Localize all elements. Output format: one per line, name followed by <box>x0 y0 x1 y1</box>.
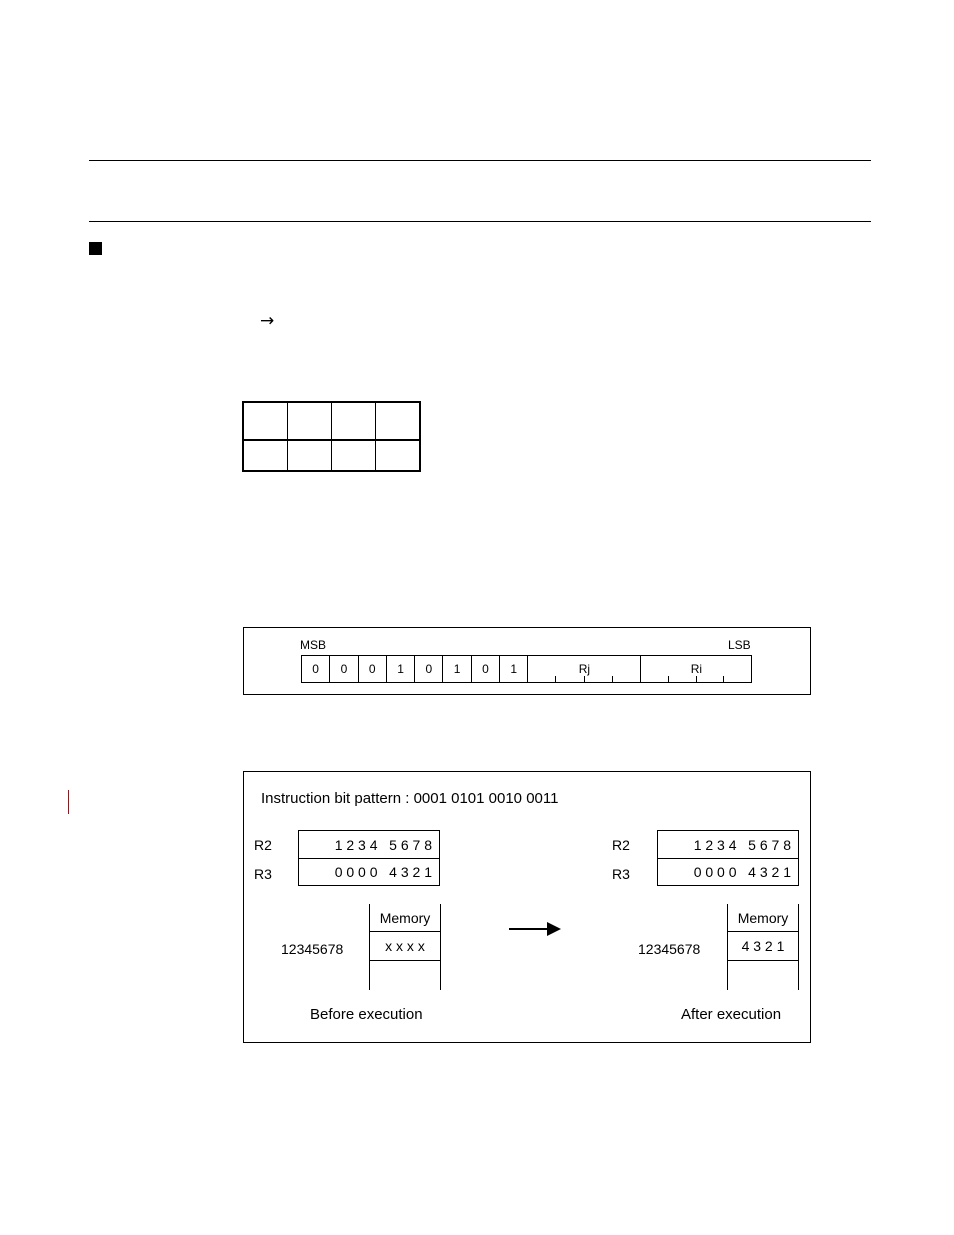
bit-tick <box>696 676 697 682</box>
before-memory-value: x x x x <box>370 932 440 961</box>
header-top-rule <box>89 160 871 161</box>
bit-cell: 1 <box>443 656 471 682</box>
bit-tick <box>723 676 724 682</box>
lsb-label: LSB <box>728 638 751 652</box>
msb-label: MSB <box>300 638 327 652</box>
cycle-table-header-cell <box>288 402 332 440</box>
before-r2-label: R2 <box>254 837 272 853</box>
after-address: 12345678 <box>638 941 701 957</box>
instruction-bit-pattern-text: Instruction bit pattern : 0001 0101 0010 0011 <box>261 790 559 807</box>
after-memory-header: Memory <box>728 904 798 932</box>
bit-tick <box>612 676 613 682</box>
cycle-table-header-cell <box>243 402 288 440</box>
before-memory-header: Memory <box>370 904 440 932</box>
bit-cell: 1 <box>500 656 528 682</box>
after-memory-value: 4 3 2 1 <box>728 932 798 961</box>
cycle-table-value-cell <box>288 440 332 471</box>
before-register-box <box>298 830 440 886</box>
after-r2-value: 1 2 3 4 5 6 7 8 <box>693 836 791 853</box>
cycle-table-header-cell <box>376 402 421 440</box>
before-r2-value: 1 2 3 4 5 6 7 8 <box>334 836 432 853</box>
revision-change-bar <box>68 790 69 814</box>
before-r3-label: R3 <box>254 866 272 882</box>
after-r2-label: R2 <box>612 837 630 853</box>
after-caption: After execution <box>681 1006 782 1023</box>
execution-example-figure <box>243 771 811 1043</box>
bit-cell: 0 <box>359 656 387 682</box>
after-register-box <box>657 830 799 886</box>
ri-field <box>641 656 751 682</box>
bit-tick <box>584 676 585 682</box>
bit-cell: 0 <box>472 656 500 682</box>
bit-tick <box>668 676 669 682</box>
bit-pattern-row <box>301 655 752 683</box>
bit-cell: 1 <box>387 656 415 682</box>
after-r3-label: R3 <box>612 866 630 882</box>
bit-tick <box>555 676 556 682</box>
operation-arrow: → <box>260 311 275 331</box>
cycle-table-value-cell <box>332 440 376 471</box>
bit-cell: 0 <box>415 656 443 682</box>
cycle-table-value-cell <box>243 440 288 471</box>
transition-arrow-icon <box>509 920 563 938</box>
after-memory-column <box>727 904 799 990</box>
cycle-table-header-cell <box>332 402 376 440</box>
bit-cell: 0 <box>302 656 330 682</box>
ri-field-label: Ri <box>690 662 703 676</box>
before-r3-value: 0 0 0 0 4 3 2 1 <box>299 858 439 885</box>
section-bullet-icon <box>89 242 102 255</box>
header-bottom-rule <box>89 221 871 222</box>
cycle-table <box>242 401 421 472</box>
rj-field <box>528 656 641 682</box>
cycle-table-value-cell <box>376 440 421 471</box>
after-r3-value: 0 0 0 0 4 3 2 1 <box>658 858 798 885</box>
bit-cell: 0 <box>330 656 358 682</box>
before-address: 12345678 <box>281 941 344 957</box>
before-caption: Before execution <box>310 1006 423 1023</box>
before-memory-column <box>369 904 441 990</box>
rj-field-label: Rj <box>578 662 591 676</box>
